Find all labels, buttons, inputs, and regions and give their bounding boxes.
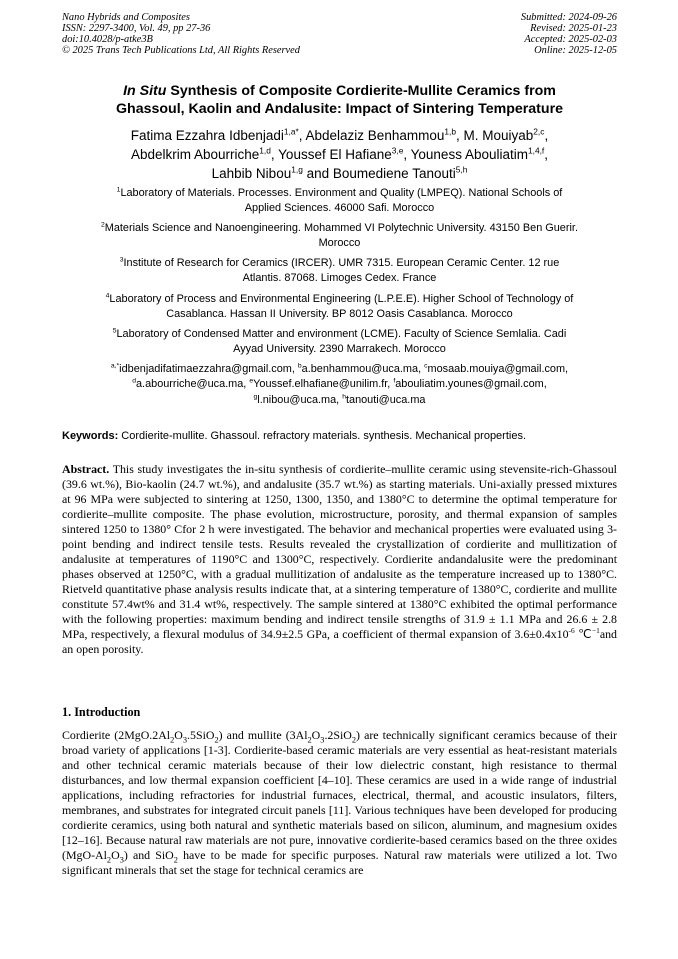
abstract-text: This study investigates the in-situ synthesis of cordierite–mullite ceramic using stevensite-rich-Ghassoul (39.6 wt.%), Bio-kaolin (24.7 wt.%), and andalusite (35.7 wt.%) as starting materials. Uni-axially pressed mixtures at 96 MPa were subjected to sintering at 1250, 1300, 1350, and 1380°C to determine the optimal temperature for cordierite–mullite composite. The phase evolution, microstructure, porosity, and thermal expansion of samples sintered 1250 to 1380° Cfor 2 h were investigated. The behavior and mechanical properties were evaluated using 3-point bending and indirect tensile tests. Results revealed the crystallization of cordierite and mullitization of andalusite at temperatures of 1190°C and 1300°C, respectively. Cordierite andandalusite were the predominant phases observed at 1250°C, with a gradual mullitization of andalusite as the temperature increased up to 1380°C. Rietveld quantitative phase analysis results indicate that, at a sintering temperature of 1380°C, cordierite and mullite constitute 57.4wt% and 31.4 wt%, respectively. The sample sintered at 1380°C exhibited the optimal performance with the following properties: maximum bending and indirect tensile strengths of 31.9 ± 1.1 MPa and 26.6 ± 2.8 MPa, respectively, a flexural modulus of 34.9±2.5 GPa, a coefficient of thermal expansion of 3.6±0.4x10	[62, 462, 617, 641]
date-accepted: Accepted: 2025-02-03	[524, 33, 617, 45]
email-address: l.nibou@uca.ma,	[257, 393, 343, 406]
author-name: Lahbib Nibou	[211, 166, 292, 181]
date-submitted: Submitted: 2024-09-26	[520, 12, 617, 23]
journal-issn: ISSN: 2297-3400, Vol. 49, pp 27-36	[62, 22, 211, 34]
section-heading-introduction: 1. Introduction	[62, 705, 141, 719]
author-name: Abdelkrim Abourriche	[130, 147, 260, 162]
affiliation-4: $^4$Laboratory of Process and Environmental Engineering (L.P.E.E). Higher School of Technology of Casablanca. Hassan II University. BP 8012 Oasis Casablanca. Morocco	[105, 292, 574, 321]
keywords-label: Keywords:	[62, 430, 119, 442]
title-italic: In Situ	[123, 83, 167, 99]
date-online: Online: 2025-12-05	[534, 44, 617, 56]
keywords-text: Cordierite-mullite. Ghassoul. refractory materials. synthesis. Mechanical properties.	[118, 430, 527, 442]
affiliation-3: $^3$Institute of Research for Ceramics (IRCER). UMR 7315. European Ceramic Center. 12 rue Atlantis. 87068. Limoges Cedex. France	[119, 256, 560, 285]
author-name: Youness Abouliatim	[410, 147, 528, 162]
email-address: idbenjadifatimaezzahra@gmail.com,	[119, 363, 298, 375]
affiliation-2: $^2$Materials Science and Nanoengineering. Mohammed VI Polytechnic University. 43150 Ben Guerir. Morocco	[101, 221, 578, 250]
date-revised: Revised: 2025-01-23	[530, 22, 617, 34]
email-address: a.benhammou@uca.ma,	[301, 363, 425, 375]
title-line-1: Synthesis of Composite Cordierite-Mullite Ceramics from	[166, 83, 556, 99]
author-name: Fatima Ezzahra Idbenjadi	[130, 128, 284, 143]
paper-title	[62, 82, 617, 118]
email-address: abouliatim.younes@gmail.com,	[395, 378, 547, 391]
journal-name: Nano Hybrids and Composites	[62, 12, 190, 23]
author-affiliation-marker: 1,d	[259, 145, 271, 156]
email-address: a.abourriche@uca.ma,	[136, 378, 250, 391]
author-name: Boumediene Tanouti	[332, 166, 456, 181]
email-address: mosaab.mouiya@gmail.com,	[427, 363, 569, 375]
abstract-label: Abstract.	[62, 462, 110, 476]
author-affiliation-marker: 1,b	[444, 126, 456, 137]
affiliation-1: $^1$Laboratory of Materials. Processes. Environment and Quality (LMPEQ). National Schools of Applied Sciences. 46000 Safi. Morocco	[116, 186, 563, 215]
email-list: $^{a,*}$idbenjadifatimaezzahra@gmail.com, $^b$a.benhammou@uca.ma, $^c$mosaab.mouiya@gmail.com, $^d$a.abourriche@uca.ma, $^e$Youssef.elhafiane@unilim.fr, $^f$abouliatim.younes@gmail.com, $^g$l.nibou@uca.ma, $^h$tanouti@uca.ma	[110, 362, 569, 406]
author-name: Abdelaziz Benhammou	[305, 128, 445, 143]
author-affiliation-marker: 2,c	[533, 126, 545, 137]
author-name: Youssef El Hafiane	[278, 147, 392, 162]
email-address: tanouti@uca.ma	[345, 393, 426, 406]
title-line-2: Ghassoul, Kaolin and Andalusite: Impact of Sintering Temperature	[116, 101, 563, 118]
author-list: Fatima Ezzahra Idbenjadi$^{1,a*}$, Abdelaziz Benhammou$^{1,b}$, M. Mouiyab$^{2,c}$, Abdelkrim Abourriche$^{1,d}$, Youssef El Hafiane$^{3,e}$, Youness Abouliatim$^{1,4,f}$, Lahbib Nibou$^{1,g}$ and Boumediene Tanouti$^{5,h}$	[130, 126, 549, 181]
journal-header	[62, 13, 300, 57]
dates-header	[521, 13, 617, 57]
author-affiliation-marker: 1,a*	[283, 126, 299, 137]
keywords	[62, 429, 617, 444]
abstract: Abstract. This study investigates the in-situ synthesis of cordierite–mullite ceramic using stevensite-rich-Ghassoul (39.6 wt.%), Bio-kaolin (24.7 wt.%), and andalusite (35.7 wt.%) as starting materials. Uni-axially pressed mixtures at 96 MPa were subjected to sintering at 1250, 1300, 1350, and 1380°C to determine the optimal temperature for cordierite–mullite composite. The phase evolution, microstructure, porosity, and thermal expansion of samples sintered 1250 to 1380° Cfor 2 h were investigated. The behavior and mechanical properties were evaluated using 3-point bending and indirect tensile tests. Results revealed the crystallization of cordierite and mullitization of andalusite at temperatures of 1190°C and 1300°C, respectively. Cordierite andandalusite were the predominant phases observed at 1250°C, with a gradual mullitization of andalusite as the temperature increased up to 1380°C. Rietveld quantitative phase analysis results indicate that, at a sintering temperature of 1380°C, cordierite and mullite constitute 57.4wt% and 31.4 wt%, respectively. The sample sintered at 1380°C exhibited the optimal performance with the following properties: maximum bending and indirect tensile strengths of 31.9 ± 1.1 MPa and 26.6 ± 2.8 MPa, respectively, a flexural modulus of 34.9±2.5 GPa, a coefficient of thermal expansion of $3.6\pm 0.4x10^{-6}$ ℃$^{-1}$and an open porosity.	[62, 462, 617, 656]
copyright-line: © 2025 Trans Tech Publications Ltd, All Rights Reserved	[62, 44, 300, 56]
author-affiliation-marker: 5,h	[455, 164, 468, 175]
author-affiliation-marker: 1,4,f	[527, 145, 545, 156]
introduction-text: Cordierite $(2MgO.2Al_2O_3.5SiO_2)$ and mullite $(3Al_2O_3.2SiO_2)$ are technically significant ceramics because of their broad variety of applications [1-3]. Cordierite-based ceramic materials are very essential as heat-resistant materials and other technical ceramic materials because of their low dielectric constant, high resistance to thermal disturbances, and low thermal expansion coefficient [4–10]. These ceramics are used in a wide range of industrial applications, including refractories for industrial furnaces, electrical, thermal, and acoustic insulators, filters, membranes, and substrates for integrated circuit panels [11]. Various techniques have been developed for producing cordierite ceramics, using both natural and synthetic materials based on silicon, aluminum, and magnesium oxides [12–16]. Because natural raw materials are not pure, innovative cordierite-based ceramics based on the three oxides $(MgO-Al_2O_3)$ and SiO$_2$ have to be made for specific purposes. Natural raw materials were utilized a lot. Two significant minerals that set the stage for technical ceramics are	[62, 728, 618, 877]
journal-doi: doi:10.4028/p-atke3B	[62, 33, 153, 45]
affiliation-5: $^5$Laboratory of Condensed Matter and environment (LCME). Faculty of Science Semlalia. Cadi Ayyad University. 2390 Marrakech. Morocco	[112, 327, 567, 356]
author-affiliation-marker: 1,g	[291, 164, 303, 175]
email-address: Youssef.elhafiane@unilim.fr,	[253, 378, 394, 391]
author-affiliation-marker: 3,e	[391, 145, 404, 156]
author-name: M. Mouiyab	[463, 128, 534, 143]
